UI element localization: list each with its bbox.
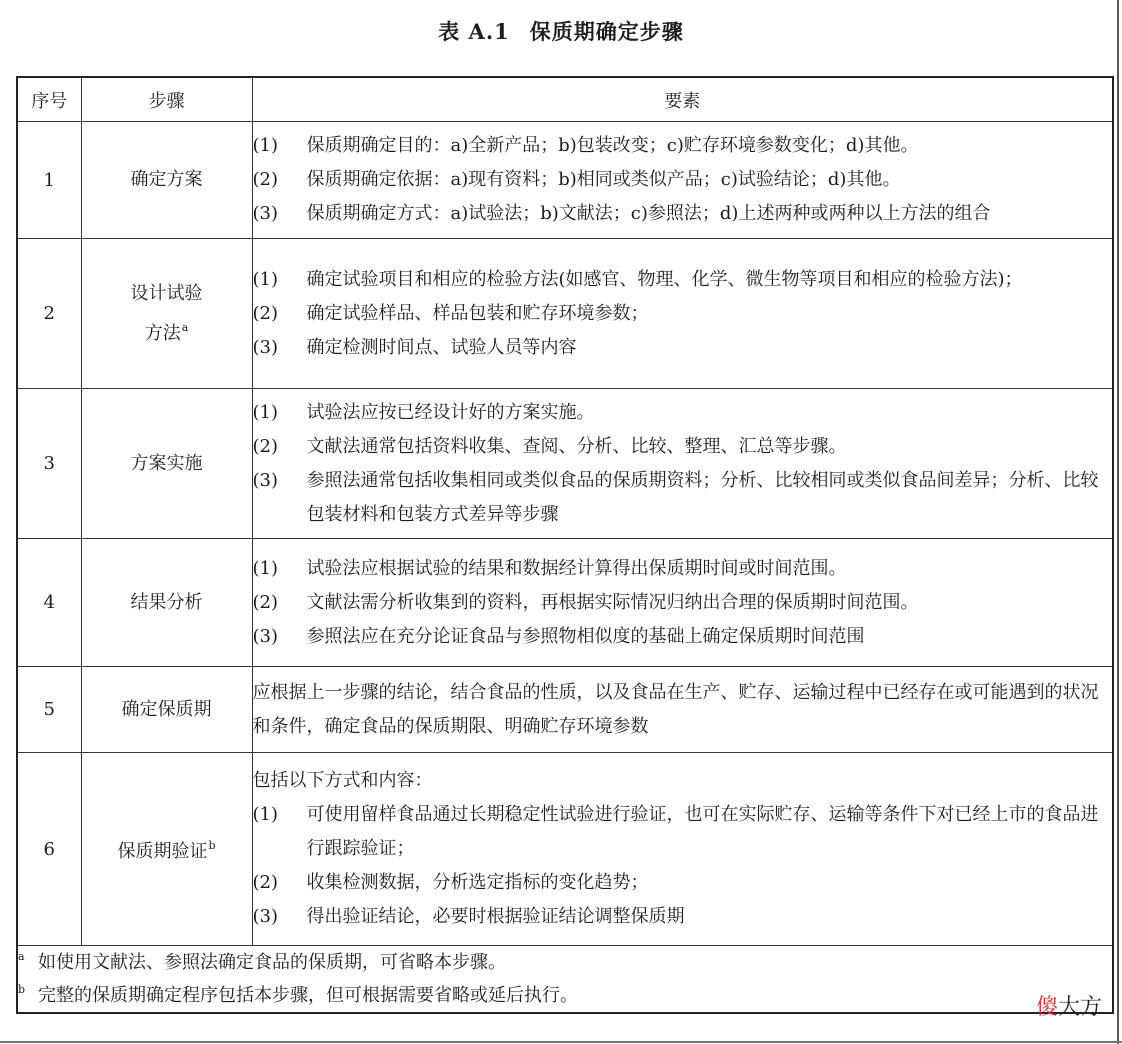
item-marker: (1)	[252, 557, 278, 579]
row-elements	[252, 389, 1113, 539]
table-row	[17, 122, 1113, 239]
table-row	[17, 239, 1113, 389]
table-notes	[17, 946, 1113, 1014]
row-step: 确定方案	[81, 122, 252, 239]
item-marker: (3)	[252, 203, 278, 224]
row-elements	[252, 753, 1113, 946]
item-marker: (2)	[252, 435, 278, 457]
header-row	[17, 77, 1113, 122]
notes-row	[17, 946, 1113, 1014]
page-bottom-edge	[0, 1041, 1122, 1043]
list-item	[253, 798, 1113, 866]
footnote-mark: b	[18, 983, 26, 996]
item-text: 文献法需分析收集到的资料，再根据实际情况归纳出合理的保质期时间范围。	[306, 591, 919, 613]
list-item	[253, 163, 1113, 197]
page-right-edge	[1117, 0, 1119, 1044]
list-item	[253, 263, 1113, 297]
item-text: 保质期确定目的：a)全新产品；b)包装改变；c)贮存环境参数变化；d)其他。	[306, 135, 919, 156]
row-intro: 包括以下方式和内容：	[252, 770, 433, 791]
item-text: 得出验证结论，必要时根据验证结论调整保质期	[306, 906, 685, 927]
table-row	[17, 753, 1113, 946]
table-title-text: 保质期确定步骤	[529, 19, 684, 44]
row-number: 1	[17, 122, 81, 239]
footnote-ref-a: a	[181, 320, 189, 334]
list-item	[253, 197, 1113, 231]
row-elements	[252, 539, 1113, 667]
footnote-mark: a	[18, 950, 25, 963]
step-line-2: 方法$^a$	[144, 320, 189, 344]
item-text: 收集检测数据，分析选定指标的变化趋势；	[306, 872, 649, 893]
list-item	[253, 396, 1113, 430]
list-item	[253, 866, 1113, 900]
table-number: 表 A.1	[438, 19, 510, 44]
footnote	[18, 979, 1112, 1012]
item-text: 确定试验项目和相应的检验方法(如感官、物理、化学、微生物等项目和相应的检验方法)；	[306, 268, 1023, 290]
item-marker: (3)	[252, 336, 278, 358]
row-text: 应根据上一步骤的结论，结合食品的性质，以及食品在生产、贮存、运输过程中已经存在或可能遇到的状况和条件，确定食品的保质期限、明确贮存环境参数	[252, 681, 1099, 737]
row-number: 5	[17, 667, 81, 753]
table-title	[0, 16, 1122, 46]
row-number: 4	[17, 539, 81, 667]
row-number: 6	[17, 753, 81, 946]
item-text: 试验法应按已经设计好的方案实施。	[306, 401, 595, 423]
footnote	[18, 946, 1112, 979]
footnote-text: 完整的保质期确定程序包括本步骤，但可根据需要省略或延后执行。	[38, 985, 578, 1006]
list-item	[253, 464, 1113, 532]
shelf-life-steps-table	[16, 76, 1114, 1014]
item-marker: (3)	[252, 906, 278, 927]
row-number: 2	[17, 239, 81, 389]
list-item	[253, 129, 1113, 163]
item-marker: (1)	[252, 135, 278, 156]
footnote-ref-b: b	[208, 839, 216, 852]
item-marker: (1)	[252, 804, 278, 825]
list-item	[253, 552, 1113, 586]
item-text: 确定试验样品、样品包装和贮存环境参数；	[306, 302, 649, 324]
item-text: 保质期确定依据：a)现有资料；b)相同或类似产品；c)试验结论；d)其他。	[306, 169, 901, 190]
table-row	[17, 389, 1113, 539]
row-step: 确定保质期	[81, 667, 252, 753]
row-elements	[252, 667, 1113, 753]
table-row	[17, 539, 1113, 667]
row-step: 保质期验证$^b$	[81, 753, 252, 946]
row-step: 结果分析	[81, 539, 252, 667]
item-text: 试验法应根据试验的结果和数据经计算得出保质期时间或时间范围。	[306, 557, 847, 579]
header-elements: 要素	[252, 77, 1113, 122]
list-item	[253, 620, 1113, 654]
footnote-text: 如使用文献法、参照法确定食品的保质期，可省略本步骤。	[38, 952, 506, 973]
item-text: 保质期确定方式：a)试验法；b)文献法；c)参照法；d)上述两种或两种以上方法的组合	[306, 203, 991, 224]
list-item	[253, 430, 1113, 464]
header-step: 步骤	[81, 77, 252, 122]
item-marker: (1)	[252, 268, 278, 290]
table-row	[17, 667, 1113, 753]
row-number: 3	[17, 389, 81, 539]
item-marker: (2)	[252, 872, 278, 893]
list-item	[253, 900, 1113, 934]
list-item	[253, 297, 1113, 331]
item-text: 文献法通常包括资料收集、查阅、分析、比较、整理、汇总等步骤。	[306, 435, 847, 457]
item-marker: (2)	[252, 302, 278, 324]
list-item	[253, 586, 1113, 620]
step-line-1: 设计试验	[130, 282, 203, 304]
item-marker: (1)	[252, 401, 278, 423]
row-elements	[252, 239, 1113, 389]
item-marker: (3)	[252, 469, 278, 491]
item-marker: (2)	[252, 169, 278, 190]
row-elements	[252, 122, 1113, 239]
item-text: 可使用留样食品通过长期稳定性试验进行验证，也可在实际贮存、运输等条件下对已经上市的食品进行跟踪验证；	[306, 804, 1099, 859]
list-item	[253, 331, 1113, 365]
watermark-logo: 傻大方	[1035, 995, 1102, 1020]
item-marker: (3)	[252, 625, 278, 647]
item-text: 参照法通常包括收集相同或类似食品的保质期资料；分析、比较相同或类似食品间差异；分析、比较包装材料和包装方式差异等步骤	[306, 469, 1099, 525]
item-text: 确定检测时间点、试验人员等内容	[306, 336, 577, 358]
item-text: 参照法应在充分论证食品与参照物相似度的基础上确定保质期时间范围	[306, 625, 865, 647]
row-step	[81, 239, 252, 389]
item-marker: (2)	[252, 591, 278, 613]
row-step: 方案实施	[81, 389, 252, 539]
header-no: 序号	[17, 77, 81, 122]
